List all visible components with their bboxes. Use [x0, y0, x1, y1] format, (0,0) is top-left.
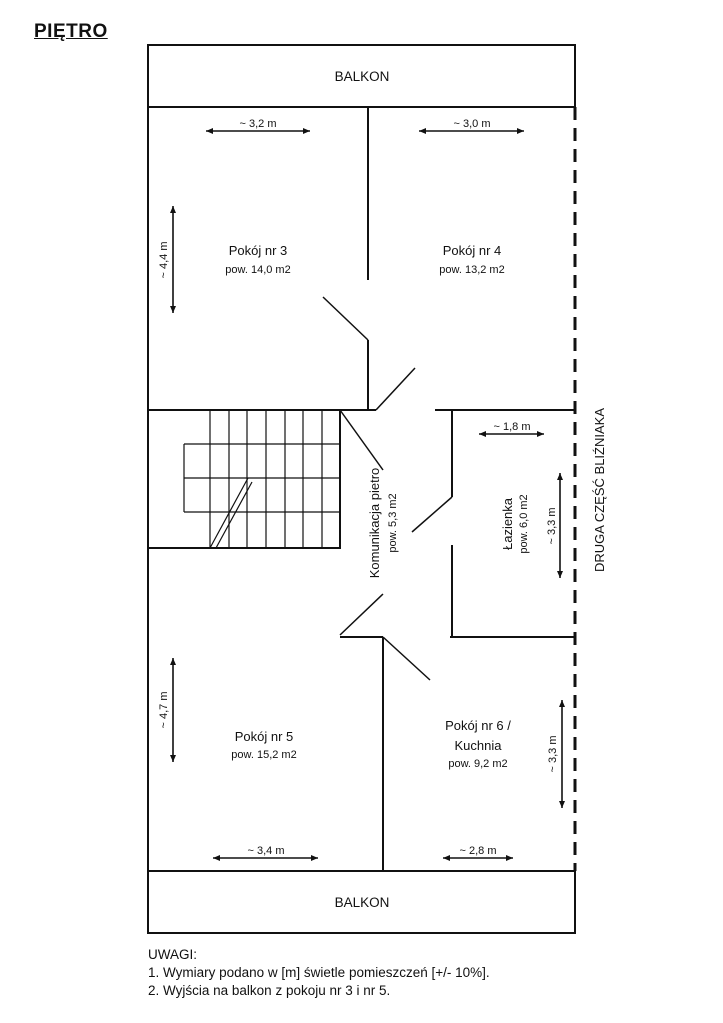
room6-name-line2: Kuchnia — [454, 738, 502, 753]
room4-area: pow. 13,2 m2 — [439, 264, 505, 276]
room3-height-label: ~ 4,4 m — [158, 241, 170, 279]
room6-width-label: ~ 2,8 m — [459, 845, 497, 857]
room6-height-label: ~ 3,3 m — [547, 735, 559, 773]
bathroom-name: Łazienka — [500, 497, 515, 551]
room6-name-line1: Pokój nr 6 / — [445, 718, 511, 733]
notes-heading: UWAGI: — [148, 947, 197, 962]
room5-height-label: ~ 4,7 m — [158, 691, 170, 729]
balcony-top-label: BALKON — [334, 69, 390, 84]
bathroom-area: pow. 6,0 m2 — [518, 494, 530, 554]
notes-line-1: 1. Wymiary podano w [m] świetle pomieszczeń [+/- 10%]. — [148, 965, 490, 980]
door-room5 — [340, 594, 383, 635]
bathroom-width-label: ~ 1,8 m — [493, 421, 531, 433]
bathroom-height-label: ~ 3,3 m — [546, 507, 558, 545]
room4-width-label: ~ 3,0 m — [453, 118, 491, 130]
door-bathroom — [412, 497, 452, 532]
stairwell — [148, 410, 340, 548]
room3-area: pow. 14,0 m2 — [225, 264, 291, 276]
notes-line-2: 2. Wyjścia na balkon z pokoju nr 3 i nr 5. — [148, 983, 391, 998]
corridor-name: Komunikacja pietro — [367, 467, 382, 579]
room3-width-label: ~ 3,2 m — [239, 118, 277, 130]
room5-width-label: ~ 3,4 m — [247, 845, 285, 857]
room5-name: Pokój nr 5 — [234, 729, 294, 744]
page-title: PIĘTRO — [34, 21, 108, 42]
room4-name: Pokój nr 4 — [442, 243, 502, 258]
door-room3 — [323, 297, 368, 340]
room5-area: pow. 15,2 m2 — [231, 749, 297, 761]
room6-area: pow. 9,2 m2 — [448, 758, 508, 770]
corridor-railing — [340, 410, 383, 470]
door-room6 — [383, 637, 430, 680]
side-label: DRUGA CZĘŚĆ BLIŹNIAKA — [592, 408, 607, 572]
door-room4 — [376, 368, 415, 410]
corridor-area: pow. 5,3 m2 — [387, 493, 399, 553]
notes — [148, 946, 490, 1000]
stair-steps — [184, 410, 340, 548]
balcony-bottom-label: BALKON — [334, 895, 390, 910]
room3-name: Pokój nr 3 — [228, 243, 288, 258]
